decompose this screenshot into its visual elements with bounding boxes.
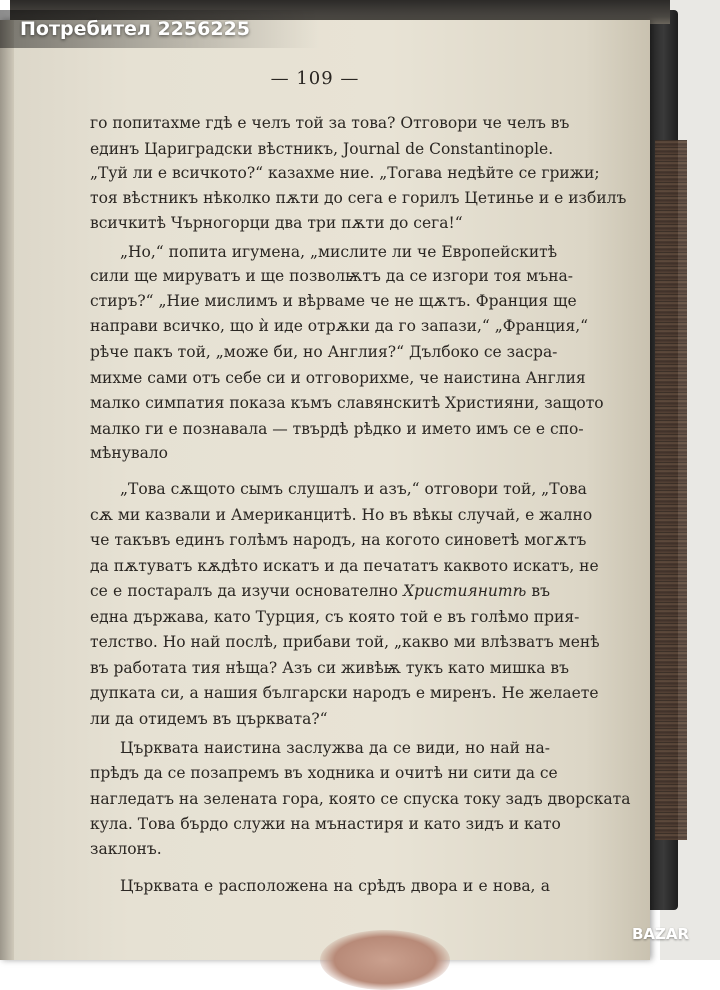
text-line: Църквата е расположена на срѣдъ двора и е нова, а xyxy=(120,877,550,895)
text-line: направи всичко, що ѝ иде отрѫки да го запази,“ „Франция,“ xyxy=(90,317,589,335)
text-line: стиръ?“ „Ние мислимъ и вѣрваме че не щѫтъ. Франция ще xyxy=(90,292,577,310)
text-line: въ работата тия нѣща? Азъ си живѣѭ тукъ като мишка въ xyxy=(90,659,570,677)
text-line: прѣдъ да се позапремъ въ ходника и очитѣ ни сити да се xyxy=(90,764,558,782)
text-line: нагледатъ на зелената гора, която се спуска току задъ дворската xyxy=(90,790,631,808)
text-line: единъ Цариградски вѣстникъ, Journal de Constantinople. xyxy=(90,140,554,158)
text-line: кула. Това бърдо служи на мънастиря и като зидъ и като xyxy=(90,815,561,833)
text-line: го попитахме гдѣ е челъ той за това? Отговори че челъ въ xyxy=(90,114,570,132)
text-line: да пѫтуватъ кѫдѣто искатъ и да печататъ каквото искатъ, не xyxy=(90,557,599,575)
text-line: „Туй ли е всичкото?“ казахме ние. „Тогава недѣйте се грижи; xyxy=(90,164,600,182)
text-line: телство. Но най послѣ, прибави той, „какво ми влѣзватъ менѣ xyxy=(90,633,600,651)
text-line: сѫ ми казвали и Американцитѣ. Но въ вѣкы случай, е жално xyxy=(90,506,593,524)
text-line: ли да отидемъ въ църквата?“ xyxy=(90,710,328,728)
text-line: мѣнувало xyxy=(90,444,168,462)
text-line: тоя вѣстникъ нѣколко пѫти до сега е горилъ Цетинье и е избилъ xyxy=(90,189,627,207)
text-line: михме сами отъ себе си и отговорихме, че наистина Англия xyxy=(90,369,586,387)
text-line: дупката си, а нашия български народъ е миренъ. Не желаете xyxy=(90,684,599,702)
text-line: заклонъ. xyxy=(90,840,162,858)
text-line: сили ще мируватъ и ще позволѭтъ да се изгори тоя мъна- xyxy=(90,267,574,285)
page-number: — 109 — xyxy=(270,68,360,89)
text-line: малко симпатия показа къмъ славянскитѣ Християни, защото xyxy=(90,394,604,412)
italic-word: Християнитѣ xyxy=(403,582,527,600)
text-line: всичкитѣ Чърногорци два три пѫти до сега!“ xyxy=(90,214,463,232)
text-line: малко ги е познавала — твърдѣ рѣдко и името имъ се е спо- xyxy=(90,420,584,438)
text-line: рѣче пакъ той, „може би, но Англия?“ Дълбоко се засра- xyxy=(90,343,558,361)
text-line: Църквата наистина заслужва да се види, но най на- xyxy=(120,739,550,757)
text-line: „Това сѫщото сымъ слушалъ и азъ,“ отговори той, „Това xyxy=(120,480,587,498)
text-line: „Но,“ попита игумена, „мислите ли че Европейскитѣ xyxy=(120,243,558,261)
watermark-logo: BAZAR xyxy=(632,925,690,943)
text-line: се е постаралъ да изучи основателно Християнитѣ въ xyxy=(90,582,551,600)
thumb xyxy=(320,930,450,990)
text-line: една държава, като Турция, съ която той е въ голѣмо прия- xyxy=(90,608,580,626)
user-label: Потребител 2256225 xyxy=(0,10,320,48)
frayed-spine-cloth xyxy=(655,140,687,840)
text-line: че такъвъ единъ голѣмъ народъ, на когото синоветѣ могѫтъ xyxy=(90,531,587,549)
